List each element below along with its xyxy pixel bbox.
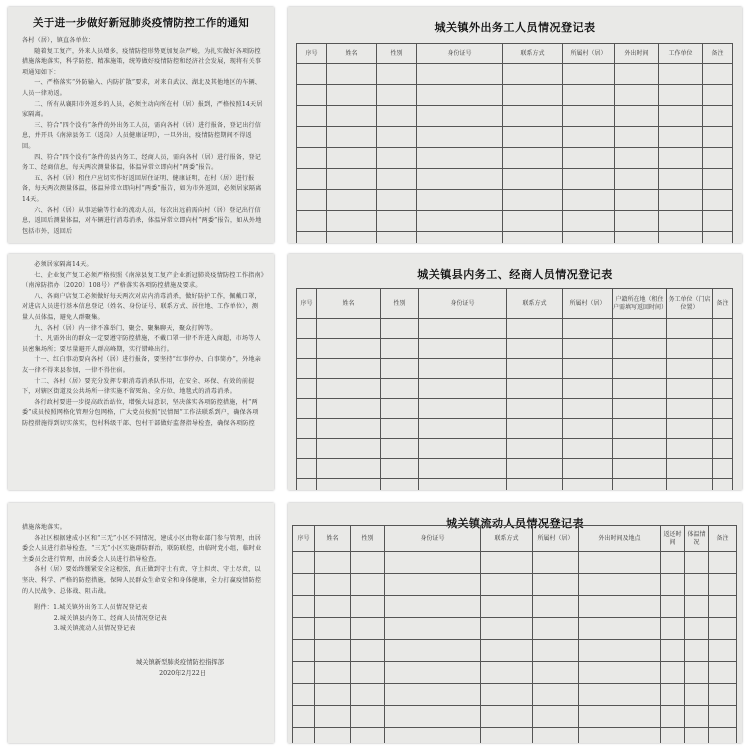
column-header: 外出时间及地点 <box>579 526 661 552</box>
table-row <box>297 419 733 439</box>
column-header: 联系方式 <box>481 526 533 552</box>
table-row <box>297 439 733 459</box>
table-row <box>297 64 733 85</box>
notice-paragraph: 九、各村（居）内一律不准举门、聚会、聚集聊天，聚众打牌等。 <box>34 324 217 332</box>
registration-form-local-workers <box>288 254 742 490</box>
table-header-row <box>293 526 737 552</box>
table-row <box>293 728 737 744</box>
table-row <box>297 85 733 106</box>
table-row <box>297 459 733 479</box>
column-header: 性别 <box>381 289 419 319</box>
table-row <box>293 706 737 728</box>
table-row <box>297 479 733 491</box>
table-row <box>293 596 737 618</box>
table-row <box>293 618 737 640</box>
column-header: 所属村（居） <box>563 289 613 319</box>
column-header: 身份证号 <box>419 289 507 319</box>
table-title: 城关镇外出务工人员情况登记表 <box>434 21 596 34</box>
registration-form-outgoing-workers <box>288 7 742 243</box>
table-row <box>297 399 733 419</box>
notice-paragraph: 措施落地落实。 <box>22 524 67 531</box>
column-header: 工作单位 <box>659 44 703 64</box>
table-row <box>297 211 733 232</box>
attachment-line: 附件：1.城关镇外出务工人员情况登记表 <box>34 604 148 612</box>
table-header-row <box>297 289 733 319</box>
issue-date: 2020年2月22日 <box>159 669 206 677</box>
table-row <box>297 148 733 169</box>
notice-paragraph: 各村（居）要始终绷紧安全这根弦，真正做到守土有责、守土担责、守土尽责，以坚决、科学、严格的防控措施，保障人民群众生命安全和身体健康，全力打赢疫情防控的人民战争、总体战、阻击战。 <box>22 566 262 595</box>
table-row <box>297 232 733 244</box>
table-row <box>293 574 737 596</box>
notice-paragraph: 五、各村（居）租住户应切实作好返回居住证明、健康证明，在村（居）进行报备，每天两次测量体温，体温异常立即向村“两委”报告，如为市外返回，必须居家隔离14天。 <box>22 174 262 203</box>
column-header: 序号 <box>297 44 327 64</box>
column-header: 性别 <box>377 44 417 64</box>
table-title: 城关镇流动人员情况登记表 <box>446 517 584 530</box>
column-header: 姓名 <box>315 526 351 552</box>
column-header: 性别 <box>351 526 385 552</box>
attachment-line: 3.城关镇流动人员情况登记表 <box>53 625 136 633</box>
notice-page-2 <box>8 254 274 490</box>
registration-table <box>292 525 737 743</box>
column-header: 备注 <box>709 526 737 552</box>
notice-paragraph: 十一、红白事动要向各村（居）进行报备，要坚持“红事停办、白事简办”，外地亲友一律不得来县参加，一律不得住宿。 <box>22 356 262 374</box>
column-header: 联系方式 <box>503 44 563 64</box>
column-header: 姓名 <box>317 289 381 319</box>
notice-paragraph: 二、所有从襄阳市外返乡的人员，必须主动向所在村（居）报到，严格按照14天居家隔离。 <box>22 100 263 119</box>
table-row <box>297 127 733 148</box>
notice-paragraph: 各行政村要进一步提高政治站位，增强大局意识，坚决落实各项防控措施，村“两委”成员按照网格化管理分包网格，广大党员按照“民情图”工作法联系到户，确保各项防控措施得到切实落实，包村科级干部、包村干部做好监督指导检查，确保各项防控 <box>22 398 259 427</box>
column-header: 备注 <box>713 289 733 319</box>
notice-paragraph: 各村（居），镇直各单位： <box>22 37 95 44</box>
column-header: 务工单位（门店位置） <box>667 289 713 319</box>
table-row <box>293 684 737 706</box>
notice-page-3 <box>8 503 274 743</box>
column-header: 返还时间 <box>661 526 685 552</box>
table-row <box>297 190 733 211</box>
notice-paragraph: 各社区根据建成小区和“三无”小区不同情况，建成小区由物业部门参与管理，由居委会人员进行指导检查，“三无”小区实施群防群治，联防联控，由临时党小组，临时业主委员会进行管理，由居委会人员进行指导检查。 <box>22 534 262 563</box>
table-row <box>297 339 733 359</box>
table-title: 城关镇县内务工、经商人员情况登记表 <box>417 268 613 281</box>
column-header: 姓名 <box>327 44 377 64</box>
notice-paragraph: 四、符合“四个没有”条件的县内务工、经商人员，需向各村（居）进行报备，登记务工、经商信息，每天两次测量体温，体温异常立即向村“两委”报告。 <box>22 153 262 172</box>
column-header: 体温情况 <box>685 526 709 552</box>
column-header: 身份证号 <box>417 44 503 64</box>
table-row <box>293 640 737 662</box>
table-row <box>297 319 733 339</box>
notice-title: 关于进一步做好新冠肺炎疫情防控工作的通知 <box>33 17 249 29</box>
column-header: 户籍所在地（租住户需填写返回时间） <box>613 289 667 319</box>
column-header: 所属村（居） <box>563 44 615 64</box>
notice-paragraph: 六、各村（居）从事运输等行业的流动人员，每次出远前需向村（居）登记出行信息，返回后测量体温，对车辆进行消毒消杀，体温异常立即向村“两委”报告，如从外地包括市外，返回后 <box>22 206 262 235</box>
notice-paragraph: 必须居家隔离14天。 <box>34 261 93 268</box>
table-row <box>297 359 733 379</box>
notice-paragraph: 随着复工复产，外来人员增多，疫情防控形势更加复杂严峻，为扎实做好各项防控措施落地落实，科学防控、精准施策，统筹做好疫情防控和经济社会发展，现将有关事项通知如下： <box>22 47 262 76</box>
registration-form-mobile-population <box>288 503 742 743</box>
table-row <box>297 379 733 399</box>
table-row <box>297 169 733 190</box>
notice-paragraph: 三、符合“四个没有”条件的外出务工人员，需向各村（居）进行报备，登记出行信息，并开具《南漳县务工（返岗）人员健康证明》，一旦外出，疫情防控期间不得返回。 <box>22 121 262 150</box>
notice-paragraph: 八、各商户店复工必须做好每天两次对店内消毒消杀，做好防护工作，佩戴口罩，对进店人员进行基本信息登记（姓名、身份证号、联系方式、居住地、工作单位），测量人员体温，避免人群聚集。 <box>22 292 261 321</box>
notice-page-1 <box>8 7 274 243</box>
notice-paragraph: 一、严格落实“外防输入、内防扩散”要求，对来自武汉、湖北及其他地区的车辆、人员一律劝返。 <box>22 79 262 97</box>
column-header: 外出时间 <box>615 44 659 64</box>
column-header: 联系方式 <box>507 289 563 319</box>
table-header-row <box>297 44 733 64</box>
attachment-line: 2.城关镇县内务工、经商人员情况登记表 <box>53 614 167 622</box>
table-row <box>293 552 737 574</box>
column-header: 所属村（居） <box>533 526 579 552</box>
table-row <box>293 662 737 684</box>
registration-table <box>296 288 733 490</box>
registration-table <box>296 43 733 243</box>
column-header: 身份证号 <box>385 526 481 552</box>
column-header: 序号 <box>293 526 315 552</box>
column-header: 备注 <box>703 44 733 64</box>
table-row <box>297 106 733 127</box>
issuer-signature: 城关镇新型肺炎疫情防控指挥部 <box>135 658 224 666</box>
column-header: 序号 <box>297 289 317 319</box>
notice-paragraph: 十、凡需外出的群众一定要遵守防控措施，不戴口罩一律不许进入商超，市场等人员密集场所；要尽量避开人群高峰期，实行错峰出行。 <box>22 335 261 353</box>
notice-paragraph: 七、企业复产复工必须严格按照《南漳县复工复产企业新冠肺炎疫情防控工作指南》（南漳防指办〔2020〕108号）严格落实各项防控措施及要求。 <box>22 271 265 290</box>
notice-paragraph: 十二、各村（居）要充分发挥专职消毒消杀队作用，在安全、环保、有效的前提下，对辖区街道及公共场所一律实施不留死角、全方位、地毯式的消毒消杀。 <box>22 377 255 396</box>
